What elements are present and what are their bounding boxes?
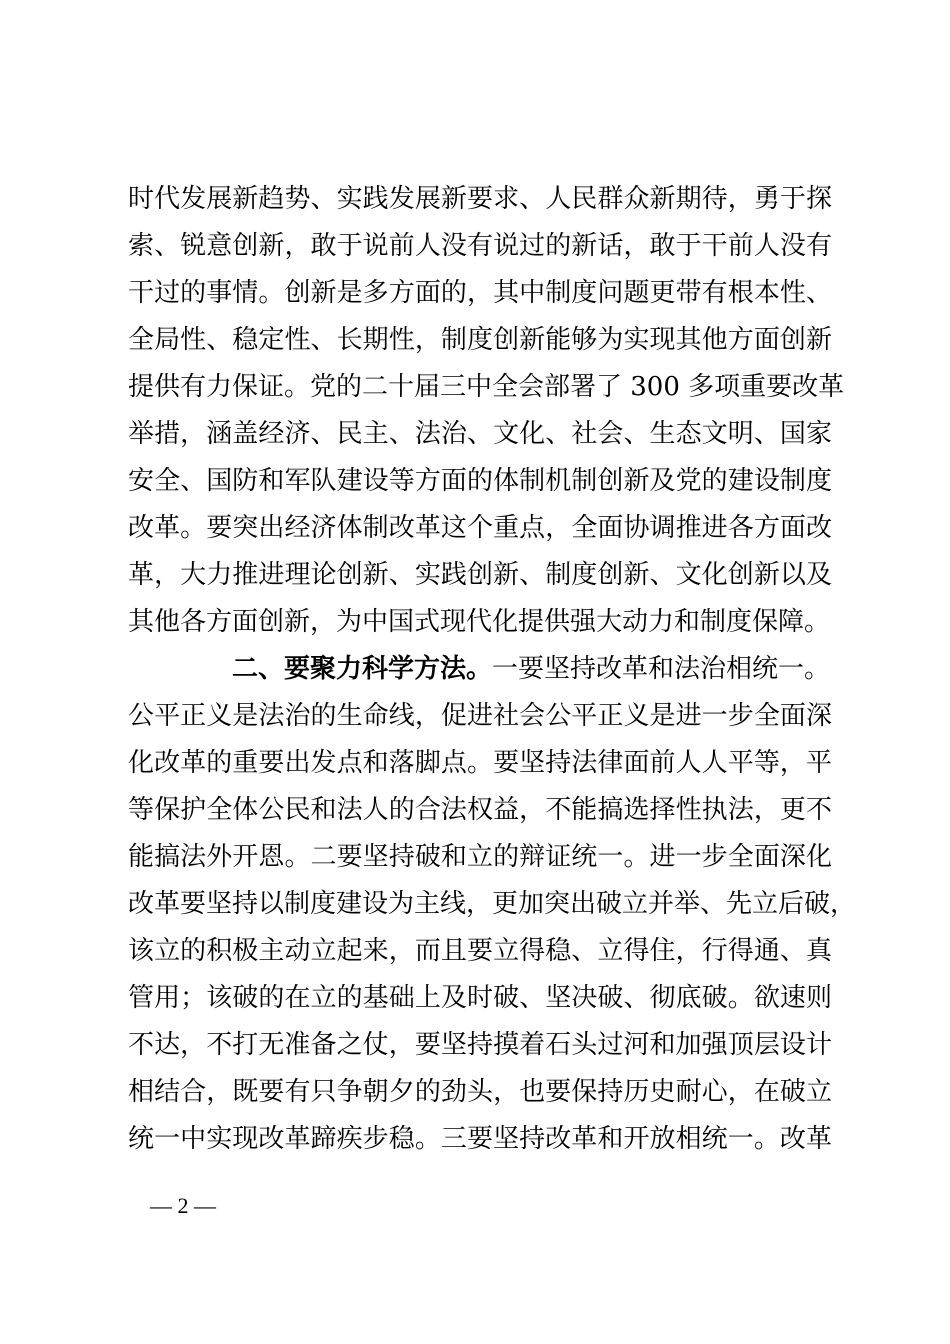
body-line: 该立的积极主动立起来，而且要立得稳、立得住，行得通、真 bbox=[128, 936, 832, 966]
body-line: 改革。要突出经济体制改革这个重点，全面协调推进各方面改 bbox=[128, 513, 832, 543]
body-line: 改革要坚持以制度建设为主线，更加突出破立并举、先立后破， bbox=[128, 889, 857, 919]
section-heading-line bbox=[128, 652, 832, 686]
body-line: 提供有力保证。党的二十届三中全会部署了 300 多项重要改革 bbox=[128, 372, 845, 402]
section-heading: 二、要聚力科学方法。 bbox=[232, 654, 493, 684]
body-line: 全局性、稳定性、长期性，制度创新能够为实现其他方面创新 bbox=[128, 325, 832, 355]
body-line: 时代发展新趋势、实践发展新要求、人民群众新期待，勇于探 bbox=[128, 184, 832, 214]
body-line: 能搞法外开恩。二要坚持破和立的辩证统一。进一步全面深化 bbox=[128, 842, 832, 872]
body-line: 索、锐意创新，敢于说前人没有说过的新话，敢于干前人没有 bbox=[128, 231, 832, 261]
body-line: 其他各方面创新，为中国式现代化提供强大动力和制度保障。 bbox=[128, 607, 831, 637]
body-line: 等保护全体公民和法人的合法权益，不能搞选择性执法，更不 bbox=[128, 795, 832, 825]
heading-line-text: 一要坚持改革和法治相统一。 bbox=[492, 654, 831, 684]
body-line: 化改革的重要出发点和落脚点。要坚持法律面前人人平等，平 bbox=[128, 748, 832, 778]
body-line: 统一中实现改革蹄疾步稳。三要坚持改革和开放相统一。改革 bbox=[128, 1124, 832, 1154]
body-line: 相结合，既要有只争朝夕的劲头，也要保持历史耐心，在破立 bbox=[128, 1077, 832, 1107]
body-line: 管用；该破的在立的基础上及时破、坚决破、彻底破。欲速则 bbox=[128, 983, 832, 1013]
body-line: 公平正义是法治的生命线，促进社会公平正义是进一步全面深 bbox=[128, 701, 832, 731]
body-line: 干过的事情。创新是多方面的，其中制度问题更带有根本性、 bbox=[128, 278, 832, 308]
body-line: 不达，不打无准备之仗，要坚持摸着石头过河和加强顶层设计 bbox=[128, 1030, 832, 1060]
body-line: 举措，涵盖经济、民主、法治、文化、社会、生态文明、国家 bbox=[128, 419, 832, 449]
page-number: — 2 — bbox=[150, 1193, 216, 1218]
body-line: 安全、国防和军队建设等方面的体制机制创新及党的建设制度 bbox=[128, 466, 832, 496]
body-line: 革，大力推进理论创新、实践创新、制度创新、文化创新以及 bbox=[128, 560, 832, 590]
